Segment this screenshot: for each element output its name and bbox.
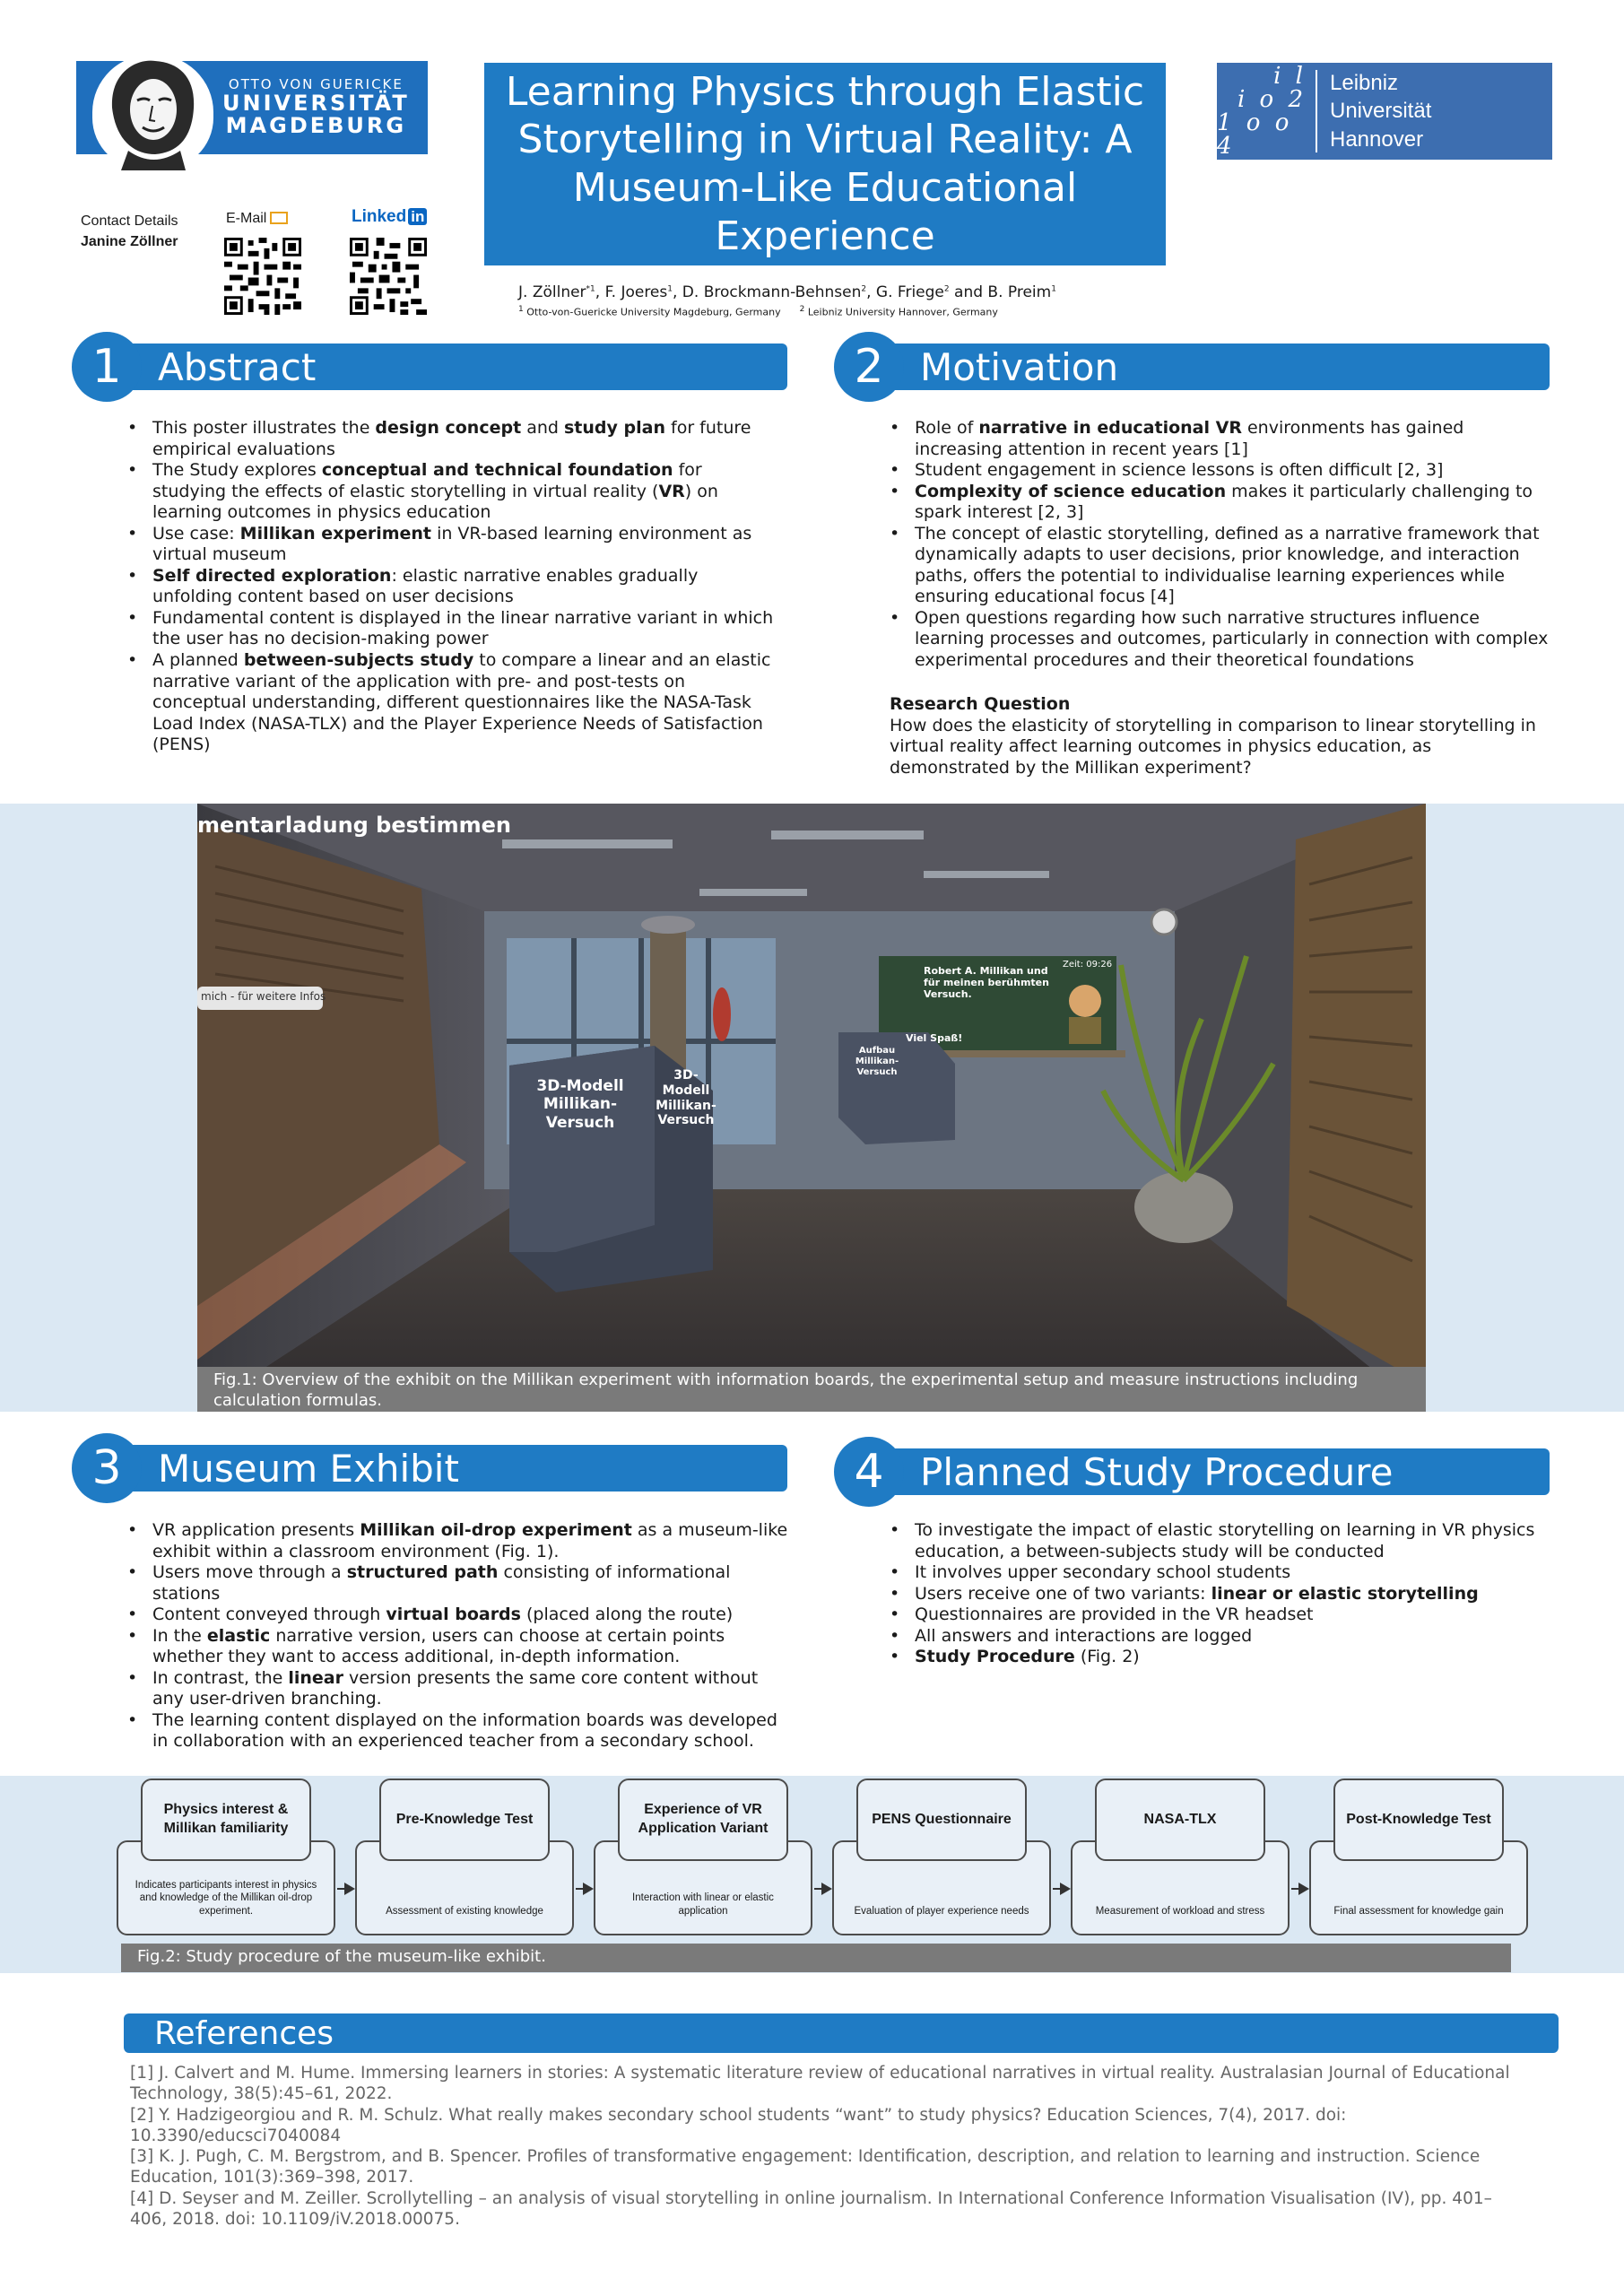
bullet-text: environments has gained increasing attention in recent years [1] [915, 418, 1464, 459]
bullet-text: A planned [152, 650, 244, 671]
bullet-text: Student engagement in science lessons is often difficult [2, 3] [915, 460, 1444, 481]
linkedin-qr-code[interactable] [350, 238, 427, 315]
bullet-text: in VR-based learning environment as virtual museum [152, 523, 752, 565]
bullet-item [126, 1520, 789, 1562]
procedure-step-description: Measurement of workload and stress [1095, 1905, 1265, 1917]
bullet-bold-text: design concept [375, 418, 522, 438]
bullet-text: The concept of elastic storytelling, defined as a narrative framework that dynamically adapts to user decisions, prior knowledge, and interaction paths, offers the potential to individualise learning experiences while ensuring educational focus [4] [915, 523, 1540, 607]
luh-line3: Hannover [1330, 126, 1424, 152]
bullet-item [126, 1562, 789, 1605]
bullet-text: ) on learning outcomes in physics education [152, 481, 718, 523]
bullet-item [126, 650, 780, 756]
procedure-step-title: Experience of VR Application Variant [638, 1802, 769, 1836]
reference-entry: [2] Y. Hadzigeorgiou and R. M. Schulz. What really makes secondary school students “want” to study physics? Education Sciences, 7(4), 2017. doi: 10.3390/educsci7040084 [130, 2105, 1347, 2145]
bullet-text: for studying the effects of elastic storytelling in virtual reality ( [152, 460, 702, 501]
bullet-bold-text: conceptual and technical foundation [321, 460, 673, 481]
bullet-text: to compare a linear and an elastic narrative variant of the application with pre- and post-tests on conceptual understanding, different questionnaires like the NASA-Task Load Index (NASA-TLX) and the Player Experience Needs of Satisfaction (PENS) [152, 650, 771, 755]
vr-block-label-2: 3D-Modell Millikan-Versuch [656, 1068, 716, 1128]
bullet-item [126, 524, 780, 566]
bullet-bold-text: Complexity of science education [915, 481, 1227, 501]
vr-block-label-3: Aufbau Millikan-Versuch [855, 1046, 899, 1077]
procedure-step-description: Assessment of existing knowledge [386, 1905, 543, 1917]
procedure-step-description: Final assessment for knowledge gain [1333, 1905, 1504, 1917]
bullet-text: In contrast, the [152, 1667, 289, 1688]
bullet-item [888, 460, 1551, 482]
author-5: and B. Preim [949, 283, 1052, 301]
luh-wordmark [1317, 69, 1431, 153]
bullet-item [126, 1668, 789, 1710]
bullet-text: All answers and interactions are logged [915, 1625, 1253, 1646]
bullet-item [126, 460, 780, 524]
bullet-text: : elastic narrative enables gradually unfolding content based on user decisions [152, 565, 699, 607]
email-label-text: E-Mail [226, 211, 267, 226]
bullet-text: Open questions regarding how such narrative structures influence learning processes and outcomes, particularly in connection with complex experimental procedures and their theoretical foundations [915, 607, 1549, 671]
author-4-affil: 2 [943, 284, 950, 294]
exhibit-header [91, 1441, 787, 1495]
poster-title-box [484, 63, 1166, 265]
study-number: 4 [834, 1437, 904, 1507]
linkedin-icon: in [408, 208, 427, 225]
vr-screen-text: Robert A. Millikan und für meinen berühmten Versuch. [924, 965, 1049, 1001]
bullet-item [888, 1647, 1551, 1668]
luh-mark-line3: 1 o o 4 [1217, 109, 1293, 160]
luh-mark-line2: i o 2 [1237, 86, 1307, 113]
bullet-text: Use case: [152, 523, 240, 544]
vr-screen-clock: Zeit: 09:26 [1063, 960, 1113, 970]
author-1: J. Zöllner [518, 283, 586, 301]
luh-mark [1217, 63, 1316, 160]
bullet-text: Fundamental content is displayed in the linear narrative variant in which the user has no decision-making power [152, 607, 774, 649]
vr-board-button: mich - für weitere Infos [201, 990, 326, 1003]
study-title: Planned Study Procedure [920, 1449, 1394, 1494]
ovgu-line2: UNIVERSITÄT [222, 90, 410, 116]
bullet-item [888, 1584, 1551, 1605]
bullet-bold-text: Millikan experiment [239, 523, 432, 544]
bullet-text: Content conveyed through [152, 1605, 386, 1625]
procedure-step-title: Physics interest & Millikan familiarity [163, 1802, 289, 1836]
figure1-caption: Fig.1: Overview of the exhibit on the Millikan experiment with information boards, the experimental setup and measure instructions including calculation formulas. [197, 1367, 1426, 1412]
bullet-bold-text: narrative in educational VR [978, 418, 1242, 438]
vr-board-title: mentarladung bestimmen [197, 813, 512, 838]
bullet-bold-text: virtual boards [386, 1605, 521, 1625]
abstract-header [91, 340, 787, 394]
bullet-item [888, 524, 1551, 608]
bullet-bold-text: Millikan oil-drop experiment [360, 1520, 632, 1540]
vr-block-label-1: 3D-Modell Millikan-Versuch [536, 1077, 624, 1132]
bullet-item [888, 1520, 1551, 1562]
bullet-item [126, 1626, 789, 1668]
linkedin-text: Linked [352, 207, 407, 226]
motivation-title: Motivation [920, 344, 1119, 389]
bullet-text: Users move through a [152, 1562, 347, 1583]
study-header [854, 1445, 1550, 1499]
author-1-affil: *1 [586, 284, 595, 294]
procedure-step-title: Pre-Knowledge Test [395, 1811, 534, 1827]
email-qr-code[interactable] [224, 238, 301, 315]
procedure-step-description: Evaluation of player experience needs [854, 1905, 1029, 1917]
bullet-bold-text: linear [288, 1667, 343, 1688]
bullet-bold-text: linear or elastic storytelling [1211, 1583, 1479, 1604]
contact-name: Janine Zöllner [81, 234, 178, 250]
bullet-bold-text: VR [658, 481, 685, 501]
abstract-title: Abstract [158, 344, 317, 389]
research-question [890, 694, 1553, 778]
research-question-text: How does the elasticity of storytelling in comparison to linear storytelling in virtual reality affect learning outcomes in physics education, as demonstrated by the Millikan experiment? [890, 715, 1536, 778]
motivation-header [854, 340, 1550, 394]
motivation-bullets [888, 418, 1551, 672]
bullet-bold-text: between-subjects study [243, 650, 474, 671]
luh-line1: Leibniz [1330, 71, 1399, 96]
motivation-number: 2 [834, 332, 904, 402]
bullet-bold-text: structured path [346, 1562, 499, 1583]
bullet-item [126, 608, 780, 650]
author-list [518, 283, 1056, 301]
guericke-portrait-icon [92, 54, 213, 170]
bullet-bold-text: Self directed exploration [152, 565, 392, 586]
abstract-bullets [126, 418, 780, 756]
bullet-bold-text: elastic [206, 1625, 271, 1646]
bullet-text: It involves upper secondary school students [915, 1562, 1291, 1583]
bullet-text: To investigate the impact of elastic storytelling on learning in VR physics education, a between-subjects study will be conducted [915, 1520, 1535, 1561]
poster-title: Learning Physics through Elastic Storytelling in Virtual Reality: A Museum-Like Educational Experience [505, 68, 1145, 259]
reference-entry: [1] J. Calvert and M. Hume. Immersing learners in stories: A systematic literature review of educational narratives in virtual reality. Australasian Journal of Educational Technology, 38(5):45–61, 2022. [130, 2064, 1510, 2104]
luh-logo [1217, 63, 1552, 160]
affil-2: Leibniz University Hannover, Germany [804, 306, 998, 318]
bullet-item [888, 1626, 1551, 1648]
bullet-text: version presents the same core content without any user-driven branching. [152, 1667, 759, 1709]
author-3: , D. Brockmann-Behnsen [672, 283, 862, 301]
bullet-item [888, 482, 1551, 524]
abstract-number: 1 [72, 332, 142, 402]
references-header [124, 2013, 1559, 2053]
reference-entry: [3] K. J. Pugh, C. M. Bergstrom, and B. Spencer. Profiles of transformative engagement: Identification, description, and relation to learning and instruction. Science Education, 101(3):369–398, 2017. [130, 2147, 1481, 2187]
bullet-text: (Fig. 2) [1074, 1647, 1140, 1667]
bullet-item [888, 608, 1551, 672]
bullet-text: The learning content displayed on the information boards was developed in collaboration with an experienced teacher from a secondary school. [152, 1709, 777, 1752]
figure1-vr-scene [197, 804, 1426, 1412]
bullet-text: and [521, 418, 564, 438]
bullet-text: narrative version, users can choose at certain points whether they want to access additional, in-depth information. [152, 1625, 725, 1667]
bullet-item [126, 1605, 789, 1626]
envelope-icon [270, 212, 288, 224]
bullet-text: Questionnaires are provided in the VR headset [915, 1605, 1314, 1625]
bullet-text: In the [152, 1625, 207, 1646]
figure2-caption: Fig.2: Study procedure of the museum-like exhibit. [121, 1944, 1511, 1972]
bullet-item [126, 418, 780, 460]
bullet-text: VR application presents [152, 1520, 360, 1540]
bullet-item [126, 1710, 789, 1752]
exhibit-bullets [126, 1520, 789, 1752]
bullet-text: Users receive one of two variants: [915, 1583, 1211, 1604]
ovgu-line3: MAGDEBURG [225, 112, 407, 138]
ovgu-line1: OTTO VON GUERICKE [228, 75, 404, 92]
luh-mark-line1: i l [1273, 63, 1307, 90]
references-list [130, 2063, 1529, 2230]
references-title: References [154, 2014, 334, 2052]
bullet-text: consisting of informational stations [152, 1562, 731, 1604]
bullet-bold-text: Study Procedure [915, 1647, 1075, 1667]
affil-1: Otto-von-Guericke University Magdeburg, Germany [523, 306, 781, 318]
ovgu-logo [76, 61, 428, 154]
vr-museum-illustration [197, 804, 1426, 1412]
author-3-affil: 2 [861, 284, 867, 294]
author-2: , F. Joeres [595, 283, 668, 301]
contact-details [81, 211, 178, 252]
author-4: , G. Friege [866, 283, 944, 301]
study-bullets [888, 1520, 1551, 1668]
bullet-text: as a museum-like exhibit within a classroom environment (Fig. 1). [152, 1520, 788, 1561]
bullet-text: This poster illustrates the [152, 418, 376, 438]
bullet-item [888, 1562, 1551, 1584]
bullet-item [888, 418, 1551, 460]
procedure-step-title: Post-Knowledge Test [1346, 1811, 1491, 1827]
author-5-affil: 1 [1051, 284, 1056, 294]
affiliations [518, 305, 998, 318]
contact-label: Contact Details [81, 213, 178, 229]
reference-entry: [4] D. Seyser and M. Zeiller. Scrollytelling – an analysis of visual storytelling in online journalism. In International Conference Information Visualisation (IV), pp. 401–406, 2018. doi: 10.1109/iV.2018.00075. [130, 2188, 1492, 2230]
luh-line2: Universität [1330, 99, 1432, 124]
bullet-text: Role of [915, 418, 979, 438]
affil-1-marker: 1 [518, 305, 524, 314]
bullet-bold-text: study plan [563, 418, 665, 438]
bullet-text: makes it particularly challenging to spark interest [2, 3] [915, 481, 1533, 523]
exhibit-number: 3 [72, 1433, 142, 1503]
vr-screen-footer: Viel Spaß! [906, 1032, 963, 1044]
linkedin-label [352, 207, 427, 227]
procedure-step-title: NASA-TLX [1143, 1811, 1217, 1827]
research-question-title: Research Question [890, 694, 1071, 714]
affil-2-marker: 2 [799, 305, 805, 314]
bullet-text: for future empirical evaluations [152, 418, 751, 459]
procedure-step-title: PENS Questionnaire [872, 1811, 1012, 1827]
bullet-text: (placed along the route) [520, 1605, 734, 1625]
exhibit-title: Museum Exhibit [158, 1446, 459, 1491]
bullet-text: The Study explores [152, 460, 322, 481]
email-label [226, 211, 288, 227]
ovgu-wordmark [222, 75, 410, 138]
bullet-item [126, 566, 780, 608]
author-2-affil: 1 [667, 284, 673, 294]
bullet-item [888, 1605, 1551, 1626]
procedure-step-description: Interaction with linear or elastic application [632, 1892, 774, 1917]
procedure-step-description: Indicates participants interest in physics and knowledge of the Millikan oil-drop experiment. [135, 1879, 317, 1917]
